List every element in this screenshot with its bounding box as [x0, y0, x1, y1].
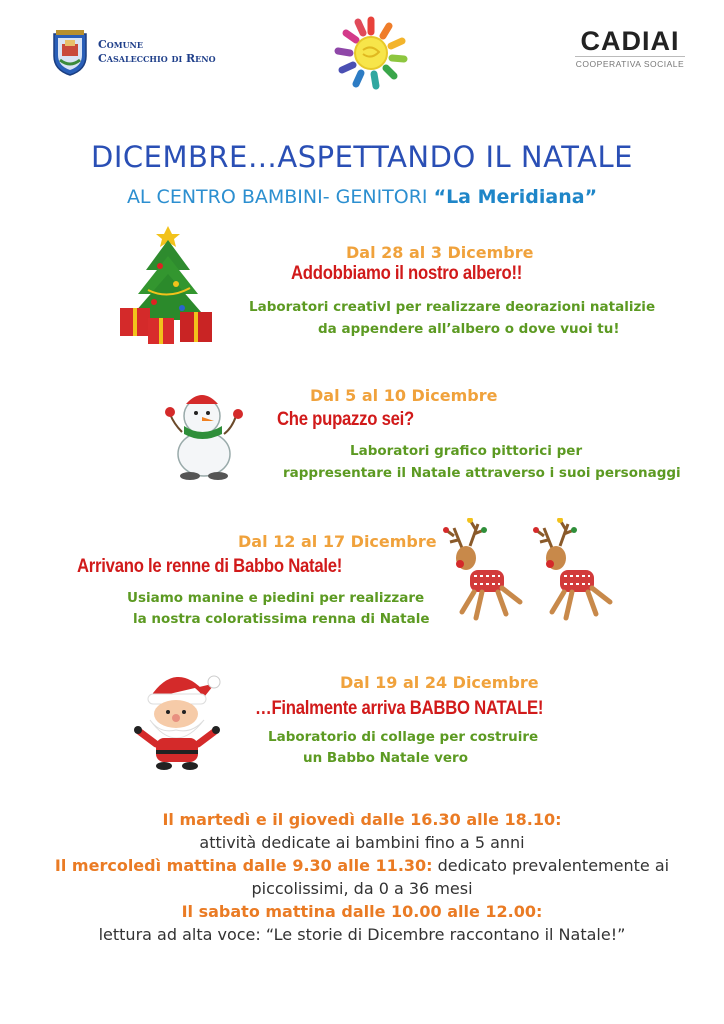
- schedule-tue-thu-text: attività dedicate ai bambini fino a 5 anni: [199, 833, 525, 852]
- comune-label: Comune: [98, 38, 143, 51]
- section-1-date: Dal 28 al 3 Dicembre: [346, 243, 534, 262]
- schedule-wed-text-2: piccolissimi, da 0 a 36 mesi: [251, 879, 473, 898]
- schedule-wed-text: dedicato prevalentemente ai: [432, 856, 670, 875]
- section-4-date: Dal 19 al 24 Dicembre: [340, 673, 539, 692]
- cadiai-name: CADIAI: [580, 26, 680, 56]
- comune-logo: [50, 28, 240, 78]
- section-3-date: Dal 12 al 17 Dicembre: [238, 532, 437, 551]
- schedule-sat-text: lettura ad alta voce: “Le storie di Dicembre raccontano il Natale!”: [98, 925, 626, 944]
- section-2-desc-1: Laboratori grafico pittorici per: [350, 443, 583, 459]
- schedule-tue-thu: Il martedì e il giovedì dalle 16.30 alle 18.10:: [162, 810, 562, 829]
- cadiai-subtitle: COOPERATIVA SOCIALE: [575, 56, 685, 69]
- section-1-desc-2: da appendere all’albero o dove vuoi tu!: [318, 321, 620, 337]
- santa-icon: [126, 668, 226, 774]
- section-2-desc-2: rappresentare il Natale attraverso i suoi personaggi: [283, 465, 681, 481]
- cadiai-logo: [575, 26, 685, 74]
- section-2-title: Che pupazzo sei?: [277, 409, 414, 430]
- subtitle-prefix: AL CENTRO BAMBINI- GENITORI: [126, 186, 434, 208]
- section-3-desc-1: Usiamo manine e piedini per realizzare: [127, 590, 425, 606]
- comune-crest-icon: [50, 28, 90, 76]
- reindeer-icon: [440, 518, 526, 626]
- section-2-date: Dal 5 al 10 Dicembre: [310, 386, 498, 405]
- center-name: “La Meridiana”: [433, 186, 598, 208]
- section-1-title: Addobbiamo il nostro albero!!: [291, 263, 523, 284]
- section-1-desc-1: Laboratori creativI per realizzare deorazioni natalizie: [249, 299, 656, 315]
- comune-city-label: Casalecchio di Reno: [98, 52, 216, 65]
- page-title: DICEMBRE…ASPETTANDO IL NATALE: [91, 140, 633, 174]
- snowman-icon: [160, 386, 246, 482]
- section-4-title: …Finalmente arriva BABBO NATALE!: [255, 698, 544, 719]
- schedule-wed: Il mercoledì mattina dalle 9.30 alle 11.30:: [54, 856, 433, 875]
- section-4-desc-1: Laboratorio di collage per costruire: [268, 729, 539, 745]
- schedule-sat: Il sabato mattina dalle 10.00 alle 12.00:: [181, 902, 543, 921]
- christmas-tree-icon: [118, 222, 218, 350]
- section-4-desc-2: un Babbo Natale vero: [303, 750, 468, 766]
- sun-logo-icon: [332, 14, 410, 92]
- page-subtitle: [0, 186, 724, 208]
- section-3-desc-2: la nostra coloratissima renna di Natale: [133, 611, 430, 627]
- section-3-title: Arrivano le renne di Babbo Natale!: [77, 556, 343, 577]
- schedule-info: [0, 808, 724, 946]
- reindeer-icon: [530, 518, 616, 626]
